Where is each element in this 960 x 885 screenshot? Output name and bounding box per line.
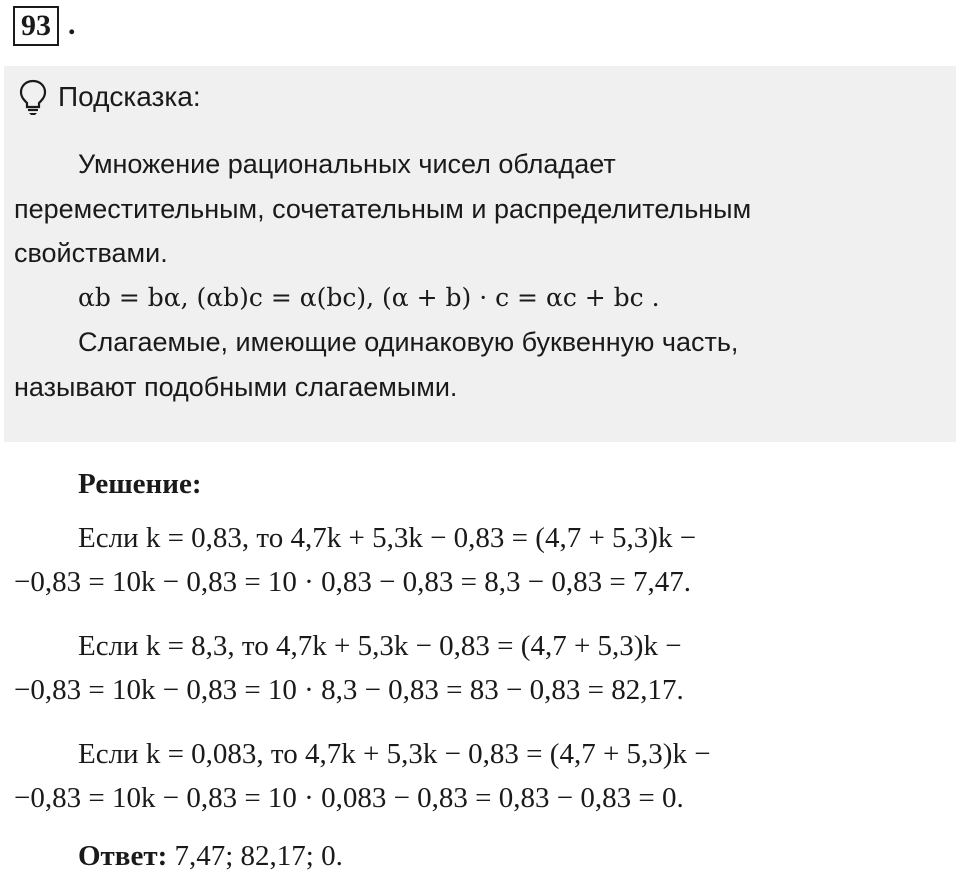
answer-label: Ответ:: [78, 840, 168, 872]
solution-case-2: [14, 624, 944, 712]
hint-header: [18, 78, 201, 116]
case-line: −0,83 = 10k − 0,83 = 10 · 0,083 − 0,83 = 0,83 − 0,83 = 0.: [14, 782, 684, 814]
hint-box: [4, 66, 956, 442]
hint-p1-line2: переместительным, сочетательным и распределительным: [14, 193, 752, 224]
lightbulb-icon: [18, 78, 48, 116]
hint-p2-line2: называют подобными слагаемыми.: [14, 371, 458, 402]
solution: [14, 462, 944, 878]
solution-case-3: [14, 732, 944, 820]
hint-p1-line1: Умножение рациональных чисел обладает: [78, 149, 616, 179]
case-line: −0,83 = 10k − 0,83 = 10 · 0,83 − 0,83 = 8,3 − 0,83 = 7,47.: [14, 566, 691, 598]
case-line: Если k = 0,083, то 4,7k + 5,3k − 0,83 = (4,7 + 5,3)k −: [78, 738, 711, 770]
case-line: Если k = 0,83, то 4,7k + 5,3k − 0,83 = (4,7 + 5,3)k −: [78, 522, 697, 554]
case-line: Если k = 8,3, то 4,7k + 5,3k − 0,83 = (4,7 + 5,3)k −: [78, 630, 682, 662]
hint-p1-line3: свойствами.: [14, 238, 168, 268]
problem-number-dot: .: [68, 8, 76, 41]
answer: [14, 834, 944, 878]
case-line: −0,83 = 10k − 0,83 = 10 · 8,3 − 0,83 = 83 − 0,83 = 82,17.: [14, 674, 684, 706]
solution-case-1: [14, 516, 944, 604]
hint-p2-line1: Слагаемые, имеющие одинаковую буквенную часть,: [78, 327, 739, 357]
solution-heading: Решение:: [78, 468, 202, 500]
hint-formula: αb = bα, (αb)c = α(bc), (α + b) · c = αc + bc .: [78, 282, 660, 312]
problem-number: 93: [13, 6, 59, 46]
hint-title: Подсказка:: [58, 81, 201, 112]
answer-value: 7,47; 82,17; 0.: [167, 840, 343, 872]
hint-text: [14, 142, 944, 409]
